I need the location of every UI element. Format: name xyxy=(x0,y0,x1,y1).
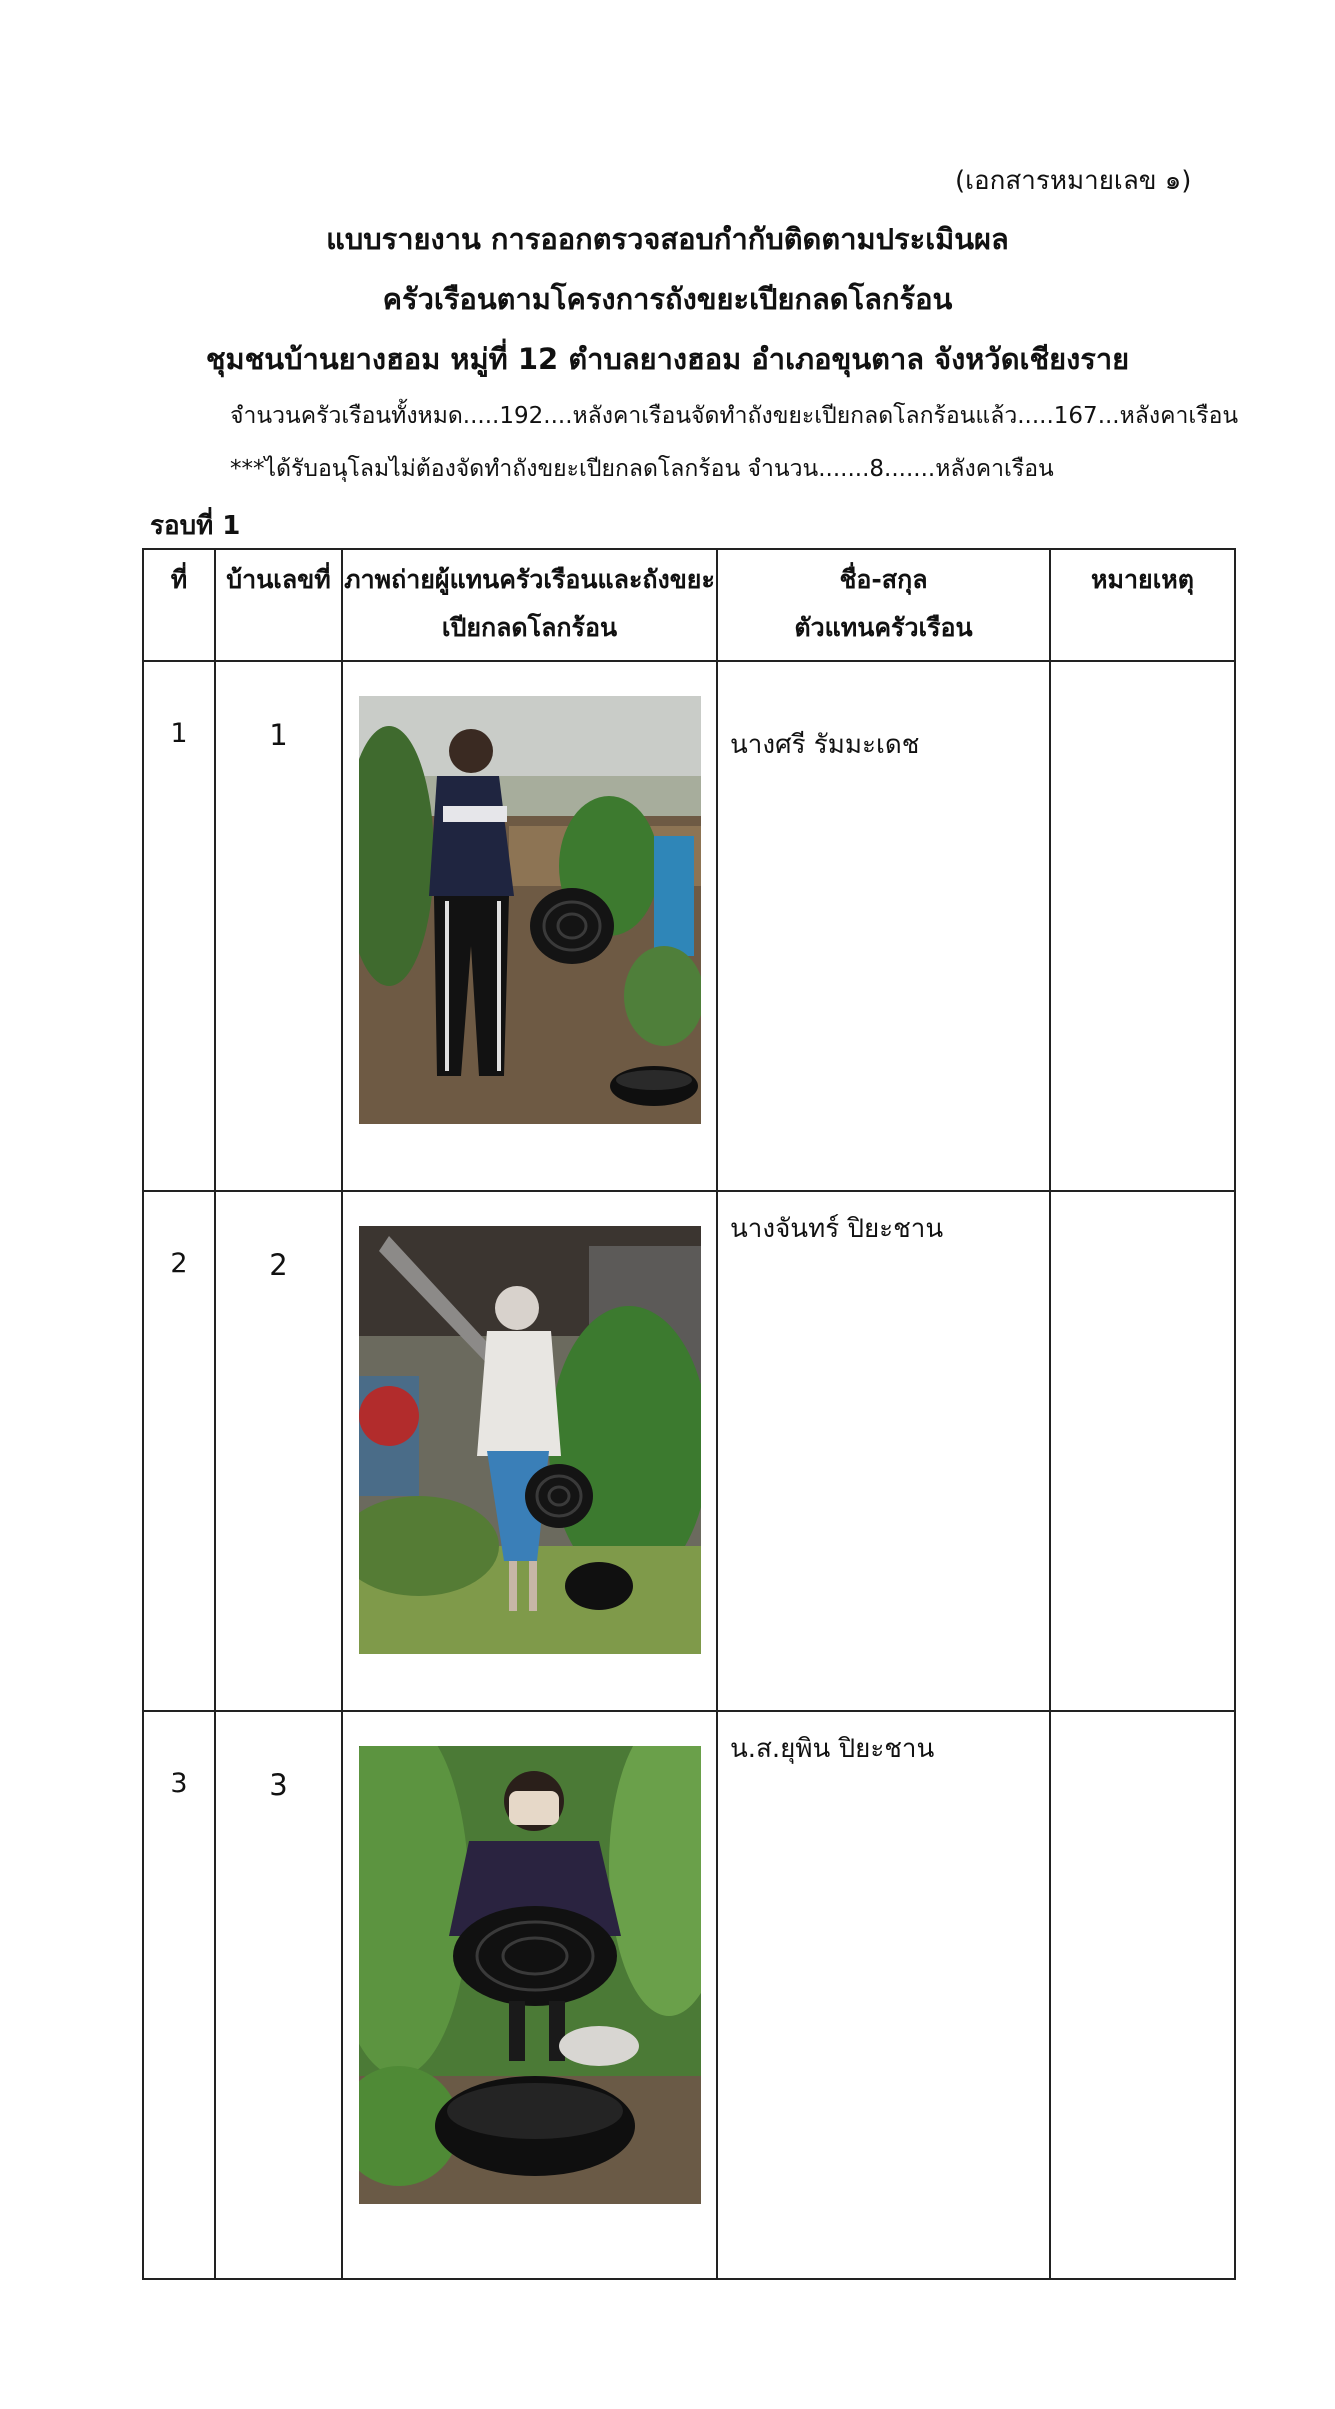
representative-name: น.ส.ยุพิน ปิยะชาน xyxy=(717,1711,1050,2279)
header-name-line-1: ชื่อ-สกุล xyxy=(839,565,928,594)
household-photo xyxy=(359,1746,701,2204)
row-number: 2 xyxy=(143,1191,215,1711)
remark-cell xyxy=(1050,661,1235,1191)
report-subtitle: ครัวเรือนตามโครงการถังขยะเปียกลดโลกร้อน xyxy=(382,282,953,316)
photo-cell xyxy=(342,1711,717,2279)
photo-man-with-bin-lid xyxy=(359,696,701,1124)
row-number: 3 xyxy=(143,1711,215,2279)
house-number: 2 xyxy=(215,1191,342,1711)
photo-girl-with-bin-lid xyxy=(359,1746,701,2204)
round-label: รอบที่ 1 xyxy=(150,511,241,541)
header-name-line-2: ตัวแทนครัวเรือน xyxy=(794,613,973,642)
photo-cell xyxy=(342,661,717,1191)
representative-name: นางจันทร์ ปิยะชาน xyxy=(717,1191,1050,1711)
table-row xyxy=(143,661,1235,1191)
header-photo-line-1: ภาพถ่ายผู้แทนครัวเรือนและถังขยะ xyxy=(344,565,715,594)
header-remark: หมายเหตุ xyxy=(1050,549,1235,661)
report-location: ชุมชนบ้านยางฮอม หมู่ที่ 12 ตำบลยางฮอม อำเภอขุนตาล จังหวัดเชียงราย xyxy=(205,342,1130,376)
table-row xyxy=(143,1711,1235,2279)
remark-cell xyxy=(1050,1191,1235,1711)
header-photo xyxy=(342,549,717,661)
row-number: 1 xyxy=(143,661,215,1191)
household-photo xyxy=(359,696,701,1124)
house-number: 1 xyxy=(215,661,342,1191)
exemption-summary: ***ได้รับอนุโลมไม่ต้องจัดทำถังขยะเปียกลดโลกร้อน จำนวน.......8.......หลังคาเรือน xyxy=(230,456,1054,482)
photo-cell xyxy=(342,1191,717,1711)
house-number: 3 xyxy=(215,1711,342,2279)
header-no: ที่ xyxy=(143,549,215,661)
document-number-label: (เอกสารหมายเลข ๑) xyxy=(955,166,1192,196)
remark-cell xyxy=(1050,1711,1235,2279)
table-header-row xyxy=(143,549,1235,661)
household-summary: จำนวนครัวเรือนทั้งหมด.....192....หลังคาเรือนจัดทำถังขยะเปียกลดโลกร้อนแล้ว.....167...หลังคาเรือน xyxy=(230,403,1239,429)
header-photo-line-2: เปียกลดโลกร้อน xyxy=(441,613,618,642)
report-title: แบบรายงาน การออกตรวจสอบกำกับติดตามประเมินผล xyxy=(326,222,1009,256)
representative-name: นางศรี รัมมะเดช xyxy=(717,661,1050,1191)
household-report-table xyxy=(142,548,1236,2280)
header-name xyxy=(717,549,1050,661)
photo-woman-with-bin-lid xyxy=(359,1226,701,1654)
header-house-no: บ้านเลขที่ xyxy=(215,549,342,661)
household-photo xyxy=(359,1226,701,1654)
table-row xyxy=(143,1191,1235,1711)
